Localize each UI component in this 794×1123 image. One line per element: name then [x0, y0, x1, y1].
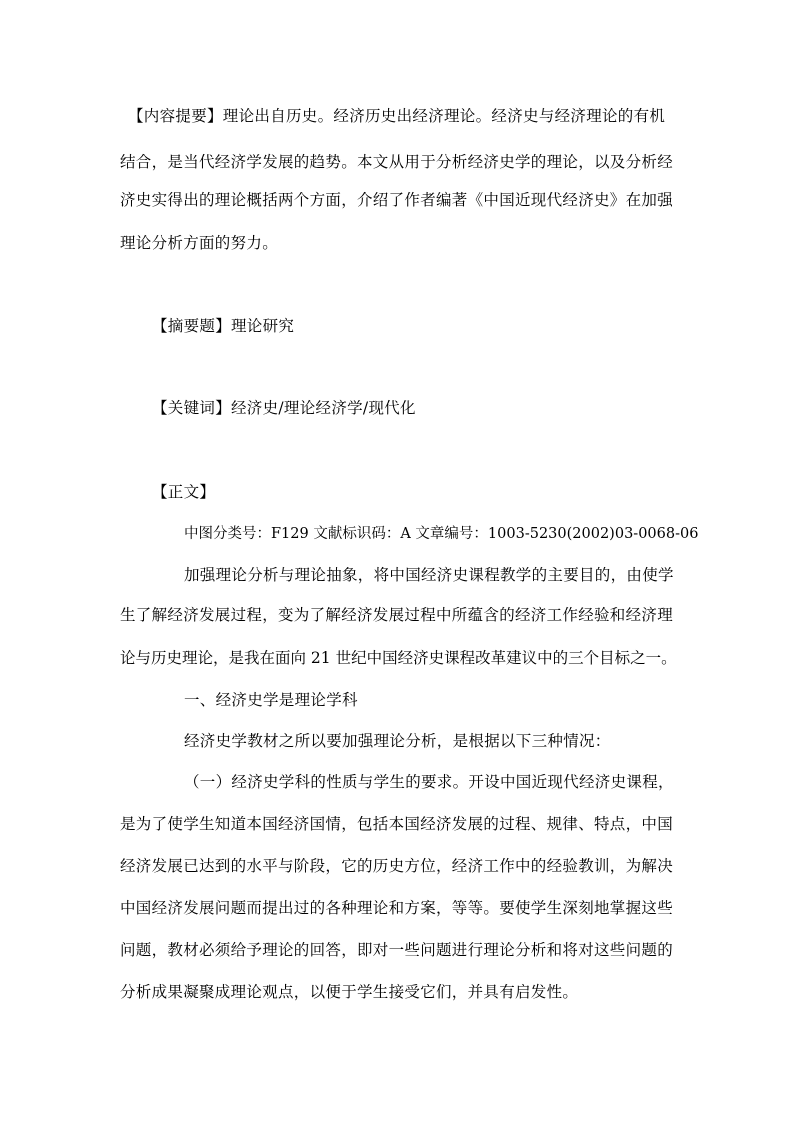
abstract-line-4: 理论分析方面的努力。	[120, 234, 279, 252]
summary-topic: 【摘要题】理论研究	[152, 317, 295, 335]
paragraph-1-line-2: 生了解经济发展过程，变为了解经济发展过程中所蕴含的经济工作经验和经济理	[120, 606, 674, 624]
abstract-line-2: 结合，是当代经济学发展的趋势。本文从用于分析经济史学的理论，以及分析经	[120, 153, 674, 171]
paragraph-2: 经济史学教材之所以要加强理论分析，是根据以下三种情况：	[184, 732, 611, 750]
classification-line: 中图分类号：F129 文献标识码：A 文章编号：1003-5230(2002)03-0068-06	[184, 526, 699, 542]
section-1-heading: 一、经济史学是理论学科	[184, 691, 358, 709]
paragraph-3-line-3: 经济发展已达到的水平与阶段，它的历史方位，经济工作中的经验教训，为解决	[120, 857, 674, 875]
paragraph-1-line-1: 加强理论分析与理论抽象，将中国经济史课程教学的主要目的，由使学	[184, 566, 674, 584]
keywords: 【关键词】经济史/理论经济学/现代化	[152, 399, 416, 417]
paragraph-3-line-1: （一）经济史学科的性质与学生的要求。开设中国近现代经济史课程，	[184, 773, 674, 791]
paragraph-1-line-3: 论与历史理论，是我在面向 21 世纪中国经济史课程改革建议中的三个目标之一。	[120, 649, 677, 667]
paragraph-3-line-2: 是为了使学生知道本国经济国情，包括本国经济发展的过程、规律、特点，中国	[120, 815, 674, 833]
body-heading: 【正文】	[152, 483, 216, 501]
abstract-line-1: 【内容提要】理论出自历史。经济历史出经济理论。经济史与经济理论的有机	[128, 107, 666, 125]
paragraph-3-line-5: 问题，教材必须给予理论的回答，即对一些问题进行理论分析和将对这些问题的	[120, 941, 674, 959]
abstract-line-3: 济史实得出的理论概括两个方面，介绍了作者编著《中国近现代经济史》在加强	[120, 191, 674, 209]
paragraph-3-line-6: 分析成果凝聚成理论观点，以便于学生接受它们，并具有启发性。	[120, 983, 579, 1001]
paragraph-3-line-4: 中国经济发展问题而提出过的各种理论和方案，等等。要使学生深刻地掌握这些	[120, 899, 674, 917]
